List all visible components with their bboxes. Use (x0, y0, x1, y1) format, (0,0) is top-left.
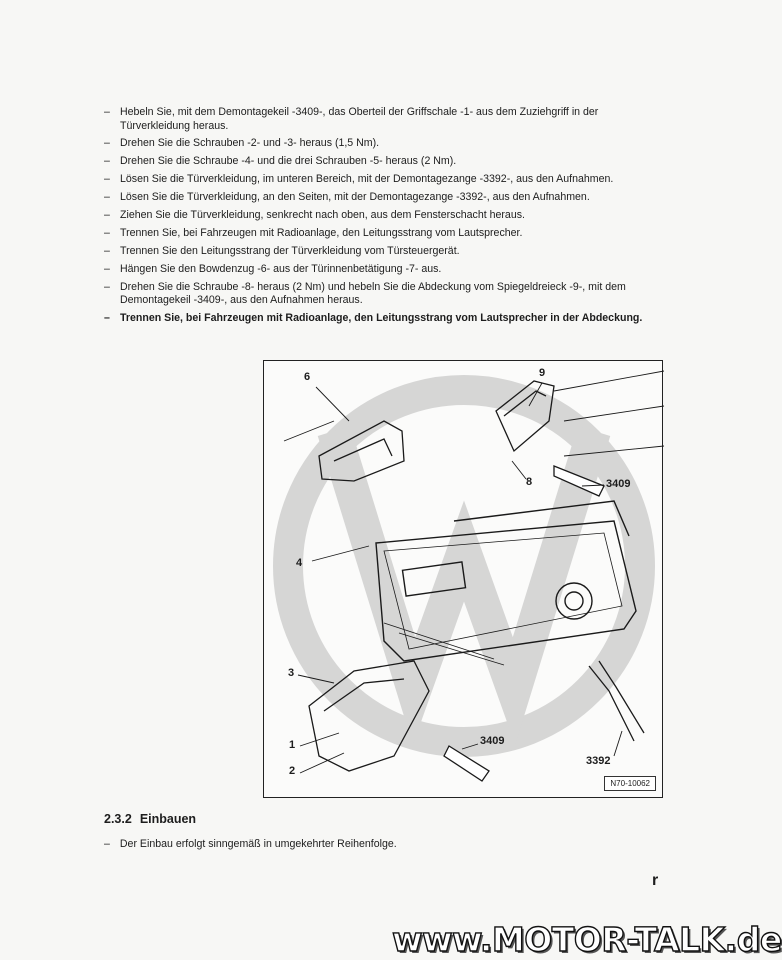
instruction-text: Trennen Sie, bei Fahrzeugen mit Radioanlage, den Leitungsstrang vom Lautsprecher. (120, 226, 523, 239)
instruction-item (104, 312, 664, 326)
bullet-dash: – (104, 262, 110, 275)
instruction-item (104, 263, 664, 277)
bullet-dash: – (104, 137, 110, 150)
instruction-item (104, 245, 664, 259)
section-number: 2.3.2 (104, 812, 132, 826)
bullet-dash: – (104, 208, 110, 221)
instruction-item (104, 227, 664, 241)
instruction-item (104, 209, 664, 223)
bullet-dash: – (104, 311, 110, 324)
door-trim-diagram (263, 360, 663, 798)
instruction-text: Drehen Sie die Schraube -4- und die drei Schrauben -5- heraus (2 Nm). (120, 155, 457, 168)
section-text-body: Der Einbau erfolgt sinngemäß in umgekehrter Reihenfolge. (119, 838, 397, 850)
callout-4: 4 (296, 557, 303, 569)
instruction-text: Hängen Sie den Bowdenzug -6- aus der Türinnenbetätigung -7- aus. (120, 262, 442, 275)
callout-1: 1 (289, 739, 296, 751)
instruction-text: Ziehen Sie die Türverkleidung, senkrecht nach oben, aus dem Fensterschacht heraus. (120, 208, 525, 221)
bullet-dash: – (104, 244, 110, 257)
callout-3409-top: 3409 (606, 478, 631, 490)
diagram-drawing (264, 361, 664, 799)
section-heading (104, 812, 196, 826)
bullet-dash: – (104, 155, 110, 168)
instruction-item (104, 281, 664, 308)
bullet-dash: – (104, 106, 110, 118)
instruction-text: Lösen Sie die Türverkleidung, an den Seiten, mit der Demontagezange -3392-, aus den Aufnahmen. (120, 191, 590, 204)
callout-3409-bottom: 3409 (480, 735, 505, 747)
vw-watermark-logo (288, 390, 640, 742)
bullet-dash: – (104, 226, 110, 239)
instruction-list (104, 106, 664, 330)
bullet-dash: – (104, 173, 110, 186)
instruction-text: Drehen Sie die Schraube -8- heraus (2 Nm) und hebeln Sie die Abdeckung vom Spiegeldreieck -9-, mit dem Demontagekeil -3409-, aus den Aufnahmen heraus. (120, 280, 626, 307)
callout-2: 2 (289, 765, 296, 777)
callout-3: 3 (288, 667, 295, 679)
edge-mark: r (652, 872, 659, 889)
instruction-text: Trennen Sie, bei Fahrzeugen mit Radioanlage, den Leitungsstrang vom Lautsprecher in der Abdeckung. (120, 311, 643, 324)
instruction-text: Trennen Sie den Leitungsstrang der Türverkleidung vom Türsteuergerät. (120, 244, 460, 257)
instruction-text: Hebeln Sie, mit dem Demontagekeil -3409-, das Oberteil der Griffschale -1- aus dem Zuziehgriff in der Türverkleidung heraus. (120, 106, 599, 132)
figure-id: N70-10062 (604, 776, 656, 791)
instruction-text: Drehen Sie die Schrauben -2- und -3- heraus (1,5 Nm). (120, 137, 380, 150)
motor-talk-watermark: www.MOTOR-TALK.de (392, 920, 782, 959)
bullet-dash: – (104, 838, 110, 850)
bullet-dash: – (104, 280, 110, 293)
instruction-item (104, 173, 664, 187)
callout-6: 6 (304, 371, 311, 383)
instruction-item (104, 191, 664, 205)
callout-9: 9 (539, 367, 546, 379)
callout-3392: 3392 (586, 755, 611, 767)
section-title: Einbauen (139, 812, 197, 826)
instruction-item (104, 155, 664, 169)
instruction-item (104, 137, 664, 151)
instruction-item (104, 106, 664, 133)
callout-8: 8 (526, 476, 533, 488)
bullet-dash: – (104, 191, 110, 204)
instruction-text: Lösen Sie die Türverkleidung, im unteren Bereich, mit der Demontagezange -3392-, aus den Aufnahmen. (120, 173, 614, 186)
section-text (104, 838, 397, 850)
